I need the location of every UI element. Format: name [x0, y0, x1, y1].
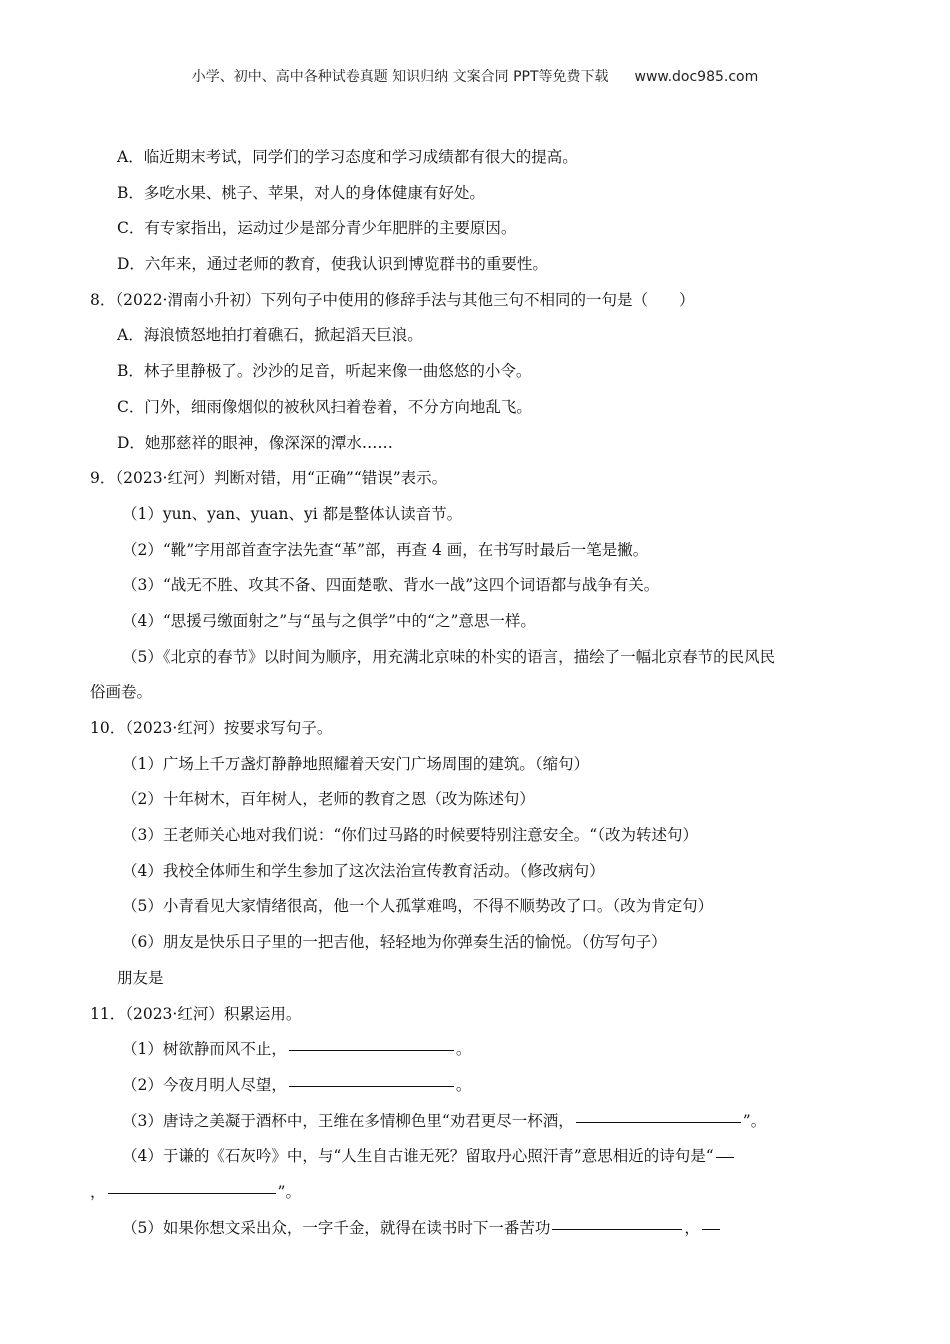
q11-item-4-end: ”。 — [277, 1182, 301, 1201]
q9-item-5-continued: 俗画卷。 — [90, 683, 153, 702]
q11-item-4 — [90, 1139, 880, 1175]
q11-item-1-text: （1）树欲静而风不止， — [122, 1040, 287, 1059]
q8-option-b: B．林子里静极了。沙沙的足音，听起来像一曲悠悠的小令。 — [117, 362, 532, 381]
header-site-url: www.doc985.com — [634, 69, 759, 85]
q9-item-1: （1）yun、yan、yuan、yi 都是整体认读音节。 — [122, 504, 463, 523]
q10-stem: 10．（2023·红河）按要求写句子。 — [90, 719, 333, 737]
q11-item-5-blank-b[interactable] — [702, 1228, 720, 1230]
q7-option-a: A．临近期末考试，同学们的学习态度和学习成绩都有很大的提高。 — [117, 148, 578, 166]
q9-stem: 9．（2023·红河）判断对错，用“正确”“错误”表示。 — [90, 469, 448, 488]
q8-option-c: C．门外，细雨像烟似的被秋风扫着卷着，不分方向地乱飞。 — [117, 397, 532, 416]
q11-item-2-end: 。 — [455, 1075, 472, 1094]
q8-option-d: D．她那慈祥的眼神，像深深的潭水…… — [117, 433, 393, 452]
q11-item-1-end: 。 — [455, 1040, 472, 1059]
q11-item-3-blank[interactable] — [576, 1121, 741, 1123]
q9-item-2: （2）“靴”字用部首查字法先查“革”部，再查 4 画，在书写时最后一笔是撇。 — [122, 540, 649, 559]
q7-option-c: C．有专家指出，运动过少是部分青少年肥胖的主要原因。 — [117, 219, 517, 238]
q10-item-6: （6）朋友是快乐日子里的一把吉他，轻轻地为你弹奏生活的愉悦。（仿写句子） — [122, 933, 667, 952]
q8-option-a: A．海浪愤怒地拍打着礁石，掀起滔天巨浪。 — [117, 326, 423, 345]
q11-item-5-comma: ， — [684, 1218, 700, 1237]
q11-item-5 — [90, 1211, 880, 1247]
q10-item-3: （3）王老师关心地对我们说：“你们过马路的时候要特别注意安全。“（改为转述句） — [122, 826, 698, 845]
header-tagline: 小学、初中、高中各种试卷真题 知识归纳 文案合同 PPT等免费下载 — [191, 69, 609, 85]
q10-item-4: （4）我校全体师生和学生参加了这次法治宣传教育活动。（修改病句） — [122, 861, 605, 880]
document-body — [90, 140, 880, 1246]
q9-item-3: （3）“战无不胜、攻其不备、四面楚歌、背水一战”这四个词语都与战争有关。 — [122, 576, 660, 595]
q10-item-1: （1）广场上千万盏灯静静地照耀着天安门广场周围的建筑。（缩句） — [122, 754, 590, 773]
q10-answer-start: 朋友是 — [117, 968, 164, 987]
q10-item-2: （2）十年树木，百年树人，老师的教育之恩（改为陈述句） — [122, 790, 535, 809]
q11-item-4-blank-b[interactable] — [108, 1192, 276, 1194]
q7-option-d: D．六年来，通过老师的教育，使我认识到博览群书的重要性。 — [117, 255, 548, 274]
q11-item-3 — [90, 1104, 880, 1140]
q7-option-b: B．多吃水果、桃子、苹果，对人的身体健康有好处。 — [117, 183, 485, 202]
q8-stem: 8．（2022·渭南小升初）下列句子中使用的修辞手法与其他三句不相同的一句是（ ） — [90, 290, 695, 309]
q11-item-4-comma: ， — [90, 1182, 106, 1201]
q11-item-2-text: （2）今夜月明人尽望， — [122, 1075, 287, 1094]
q11-item-5-blank-a[interactable] — [552, 1228, 682, 1230]
q11-item-4-blank-a[interactable] — [716, 1156, 734, 1158]
q11-item-1 — [90, 1032, 880, 1068]
q11-item-1-blank[interactable] — [289, 1049, 454, 1051]
q9-item-5: （5）《北京的春节》以时间为顺序，用充满北京味的朴实的语言，描绘了一幅北京春节的民风民 — [122, 647, 776, 666]
q11-item-2-blank[interactable] — [289, 1085, 454, 1087]
q11-item-2 — [90, 1068, 880, 1104]
q9-item-4: （4）“思援弓缴面射之”与“虽与之俱学”中的“之”意思一样。 — [122, 611, 536, 630]
page-header — [0, 66, 950, 86]
q11-stem: 11．（2023·红河）积累运用。 — [90, 1004, 302, 1023]
q11-item-4-continued — [90, 1175, 880, 1211]
q11-item-3-end: ”。 — [742, 1111, 767, 1130]
q11-item-4-text: （4）于谦的《石灰吟》中，与“人生自古谁无死？留取丹心照汗青”意思相近的诗句是“ — [122, 1147, 714, 1166]
q11-item-3-text: （3）唐诗之美凝于酒杯中，王维在多情柳色里“劝君更尽一杯酒， — [122, 1111, 574, 1130]
q10-item-5: （5）小青看见大家情绪很高，他一个人孤掌难鸣，不得不顺势改了口。（改为肯定句） — [122, 897, 714, 916]
q11-item-5-text: （5）如果你想文采出众，一字千金，就得在读书时下一番苦功 — [122, 1218, 551, 1237]
